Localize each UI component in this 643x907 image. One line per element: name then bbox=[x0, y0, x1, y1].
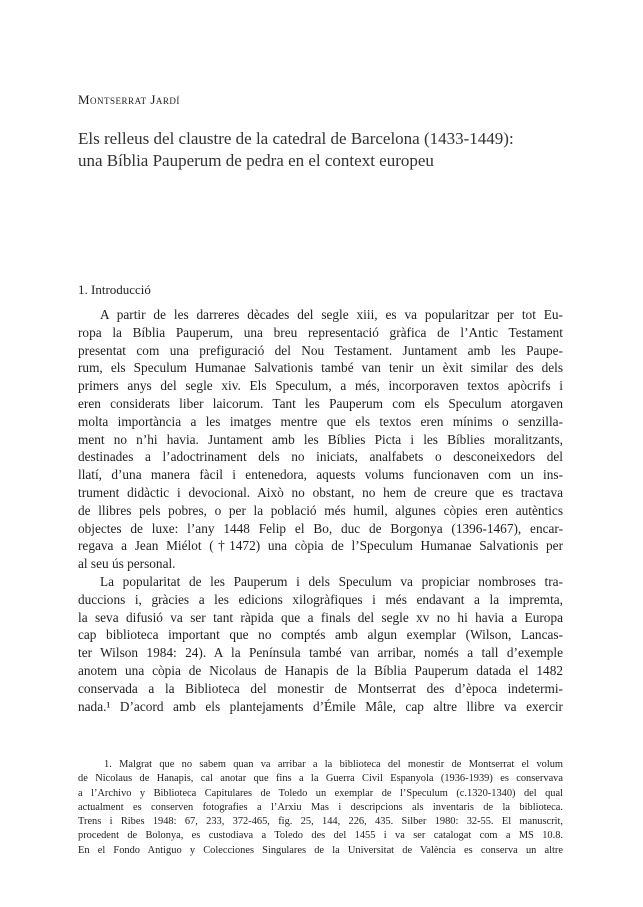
article-title-line-2: una Bíblia Pauperum de pedra en el context europeu bbox=[78, 151, 434, 170]
section-heading-introduccio: 1. Introducció bbox=[78, 282, 151, 297]
body-line: destinades a l’adoctrinament dels no iniciats, analfabets o desconeixedors del bbox=[78, 449, 563, 465]
body-line: cap biblioteca important que no comptés amb algun exemplar (Wilson, Lancas- bbox=[78, 627, 563, 643]
body-line: al seu ús personal. bbox=[78, 556, 176, 572]
body-line: conservada a la Biblioteca del monestir de Montserrat des d’època indetermi- bbox=[78, 680, 563, 696]
article-title-line-1: Els relleus del claustre de la catedral de Barcelona (1433-1449): bbox=[78, 129, 514, 148]
body-line: la seva difusió va ser tant ràpida que a finals del segle xv no hi havia a Europa bbox=[78, 609, 563, 625]
body-line: regava a Jean Miélot (†1472) una còpia de l’Speculum Humanae Salvationis per bbox=[78, 538, 563, 554]
body-line: ter Wilson 1984: 24). A la Península també van arribar, només a tall d’exemple bbox=[78, 645, 563, 661]
body-line: trument didàctic i devocional. Això no obstant, no hem de creure que es tractava bbox=[78, 484, 563, 500]
footnote-line: a l’Archivo y Biblioteca Capitulares de Toledo un exemplar de l’Speculum (c.1320-1340) del qual bbox=[78, 787, 563, 799]
footnote-line: En el Fondo Antiguo y Colecciones Singulares de la Universitat de València es conserva un altre bbox=[78, 844, 563, 856]
footnote-line: 1. Malgrat que no sabem quan va arribar a la biblioteca del monestir de Montserrat el volum bbox=[104, 759, 563, 770]
body-line: rum, els Speculum Humanae Salvationis també van tenir un èxit similar des dels bbox=[78, 360, 563, 376]
body-line: ropa la Bíblia Pauperum, una breu representació gràfica de l’Antic Testament bbox=[78, 324, 563, 340]
author-name: Montserrat Jardí bbox=[78, 92, 180, 107]
body-line: La popularitat de les Pauperum i dels Speculum va propiciar nombroses tra- bbox=[100, 573, 563, 589]
footnote-line: actualment es conserven fotografies a l’Arxiu Mas i descripcions als inventaris de la biblioteca. bbox=[78, 801, 563, 813]
body-line: duccions i, gràcies a les edicions xilogràfiques i més endavant a la impremta, bbox=[78, 591, 563, 607]
body-line: eren considerats liber laicorum. Tant les Pauperum com els Speculum atorgaven bbox=[78, 395, 563, 411]
body-line: de llibres pels pobres, o per la població més humil, algunes còpies eren autèntics bbox=[78, 502, 563, 518]
article-title bbox=[78, 128, 558, 172]
body-line: molta importància a les imatges mentre que els textos eren mínims o senzilla- bbox=[78, 413, 563, 429]
body-line: presentat com una prefiguració del Nou Testament. Juntament amb les Paupe- bbox=[78, 342, 563, 358]
body-line: anotem una còpia de Nicolaus de Hanapis de la Bíblia Pauperum datada el 1482 bbox=[78, 662, 563, 678]
body-text bbox=[78, 306, 563, 715]
body-line: llatí, d’una manera fàcil i entenedora, aquests volums funcionaven com un ins- bbox=[78, 467, 563, 483]
body-line: objectes de luxe: l’any 1448 Felip el Bo, duc de Borgonya (1396-1467), encar- bbox=[78, 520, 563, 536]
footnote-line: procedent de Bolonya, es custodiava a Toledo des del 1455 i va ser catalogat com a MS 10.8. bbox=[78, 830, 563, 842]
footnotes bbox=[78, 758, 563, 858]
body-line: ment no n’hi havia. Juntament amb les Bíblies Picta i les Bíblies moralitzants, bbox=[78, 431, 563, 447]
body-line: primers anys del segle xiv. Els Speculum, a més, incorporaven textos apòcrifs i bbox=[78, 378, 563, 394]
body-line: A partir de les darreres dècades del segle xiii, es va popularitzar per tot Eu- bbox=[100, 307, 563, 322]
body-line: nada.¹ D’acord amb els plantejaments d’Émile Mâle, cap altre llibre va exercir bbox=[78, 698, 563, 714]
footnote-line: Trens i Ribes 1948: 67, 233, 372-465, fig. 25, 144, 226, 435. Silber 1980: 32-55. El manuscrit, bbox=[78, 816, 563, 828]
footnote-line: de Nicolaus de Hanapis, cal anotar que fins a la Guerra Civil Espanyola (1936-1939) es conservava bbox=[78, 773, 563, 785]
